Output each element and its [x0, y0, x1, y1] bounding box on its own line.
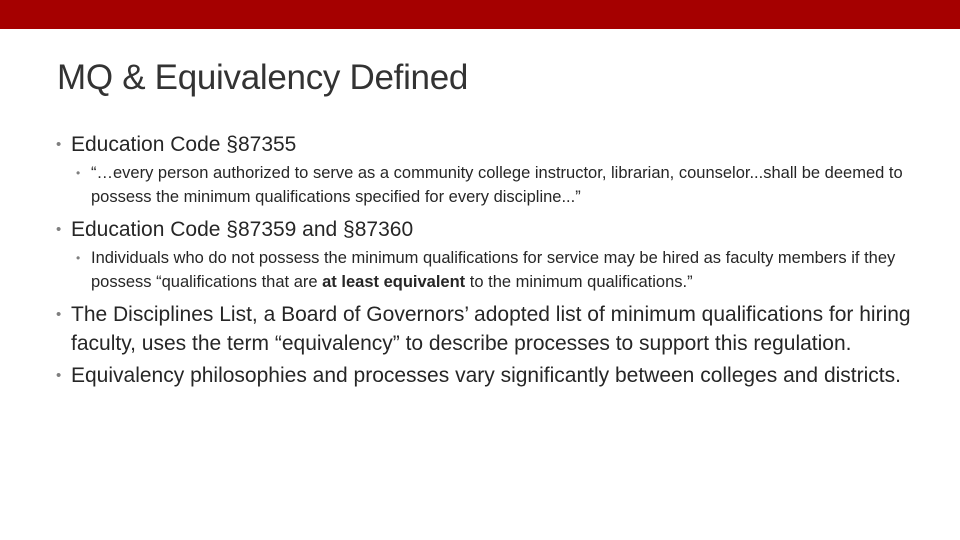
bullet-text: Education Code §87359 and §87360	[71, 218, 414, 241]
bullet-text: Education Code §87355	[71, 133, 297, 156]
bullet-icon: •	[56, 221, 62, 238]
sub-bullet-icon: •	[76, 251, 81, 265]
bullet-text: Equivalency philosophies and processes vary significantly between colleges and districts.	[71, 364, 901, 387]
bullet-text: The Disciplines List, a Board of Governors’ adopted list of minimum qualifications for hiring faculty, uses the term “equivalency” to describe processes to support this regulation.	[71, 303, 911, 355]
sub-bullet-emphasis: at least equivalent	[322, 273, 466, 291]
sub-bullet-87355-quote	[76, 161, 936, 209]
sub-bullet-icon: •	[76, 166, 81, 180]
bullet-equivalency-philosophies	[56, 361, 936, 390]
bullet-education-code-87359-87360	[56, 215, 936, 244]
sub-bullet-equivalent-qualifications	[76, 246, 936, 294]
bullet-education-code-87355	[56, 130, 936, 159]
bullet-icon: •	[56, 306, 62, 323]
bullet-icon: •	[56, 367, 62, 384]
slide-title: MQ & Equivalency Defined	[57, 58, 469, 97]
bullet-disciplines-list	[56, 300, 936, 358]
bullet-icon: •	[56, 136, 62, 153]
sub-bullet-text-end: to the minimum qualifications.”	[465, 273, 693, 291]
top-accent-bar	[0, 0, 960, 29]
slide-content	[56, 130, 936, 390]
sub-bullet-text: “…every person authorized to serve as a community college instructor, librarian, counselor...shall be deemed to possess the minimum qualifications specified for every discipline...”	[91, 164, 903, 206]
sub-bullet-text-start: Individuals who do not possess the minimum qualifications for service may be hired as faculty members if they possess “qualifications that are	[91, 249, 896, 291]
